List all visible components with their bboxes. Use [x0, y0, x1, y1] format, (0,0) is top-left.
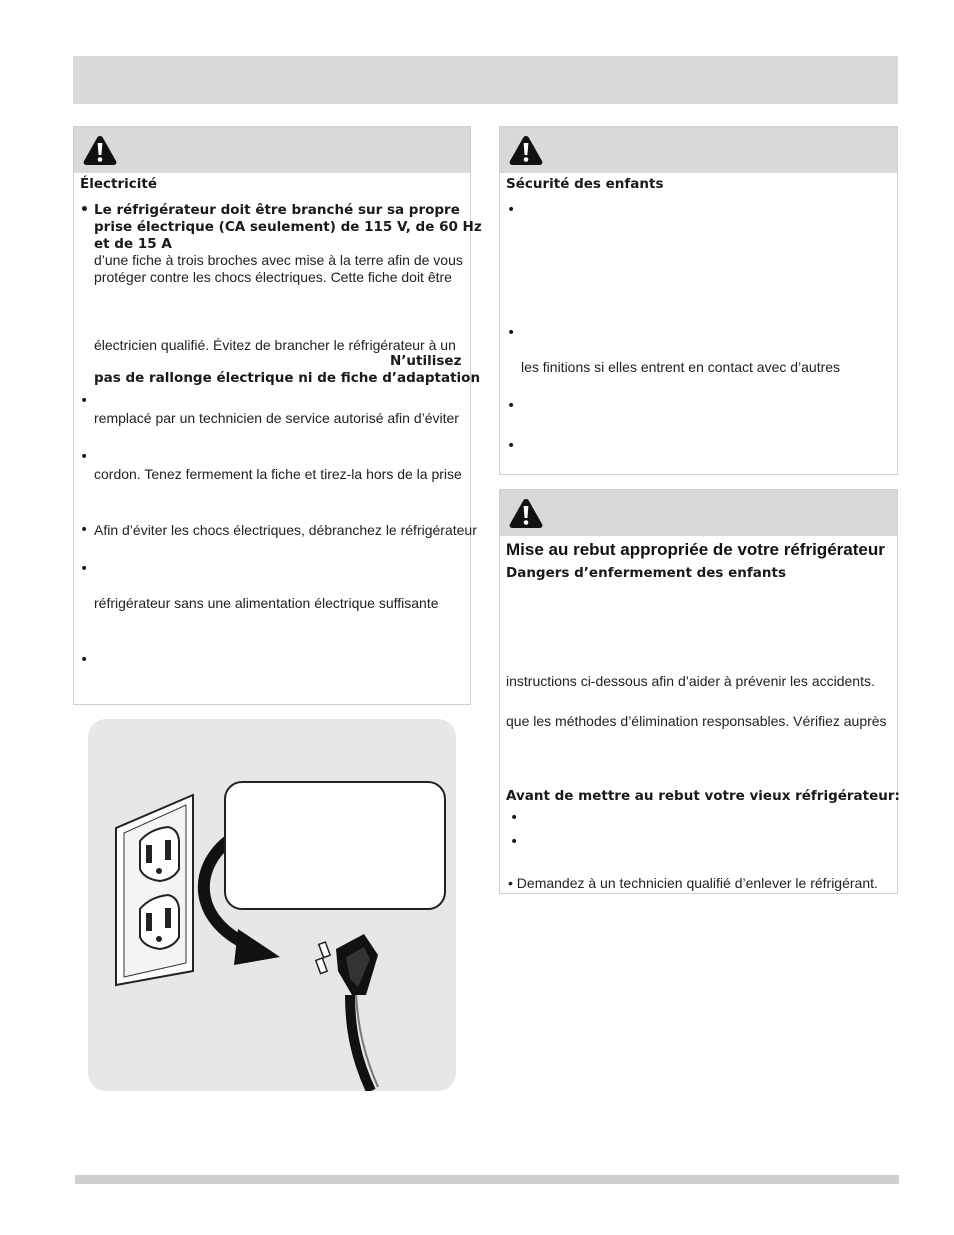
warning-icon [508, 497, 544, 529]
bullet2-text: remplacé par un technicien de service autorisé afin d’éviter [94, 410, 459, 426]
panel-header [74, 127, 470, 173]
bullet1-bold-line: Le réfrigérateur doit être branché sur sa propre [94, 202, 460, 218]
bullet: • [80, 202, 89, 218]
bullet: • [507, 398, 516, 414]
bullet: • [507, 325, 516, 341]
panel-header [500, 127, 897, 173]
disposal-title: Mise au rebut appropriée de votre réfrigérateur [506, 540, 885, 559]
bullet1-text: électricien qualifié. Évitez de brancher le réfrigérateur à un [94, 337, 456, 353]
bullet: • [510, 810, 519, 826]
disposal-subtitle: Dangers d’enfermement des enfants [506, 565, 786, 581]
illustration-callout-box [224, 781, 446, 910]
bullet: • [80, 393, 89, 409]
bullet3-text: cordon. Tenez fermement la fiche et tirez-la hors de la prise [94, 466, 462, 482]
bullet: • [510, 834, 519, 850]
bullet: • [507, 202, 516, 218]
child-safety-text: les finitions si elles entrent en contact avec d’autres [521, 359, 841, 375]
section-title-child-safety: Sécurité des enfants [506, 176, 664, 192]
bullet5-text: réfrigérateur sans une alimentation électrique suffisante [94, 595, 439, 611]
bullet4-text: Afin d’éviter les chocs électriques, débranchez le réfrigérateur [94, 522, 477, 538]
bullet: • [80, 449, 89, 465]
before-disposal-heading: Avant de mettre au rebut votre vieux réfrigérateur: [506, 788, 900, 804]
bullet1-bold-line: et de 15 A [94, 236, 172, 252]
warning-icon [82, 134, 118, 166]
bullet1-text: protéger contre les chocs électriques. Cette fiche doit être [94, 269, 452, 285]
disposal-last-item: • Demandez à un technicien qualifié d’enlever le réfrigérant. [508, 875, 878, 891]
bullet1-bold-tail: N’utilisez [390, 353, 462, 369]
section-title-electricity: Électricité [80, 176, 157, 192]
bullet: • [80, 652, 89, 668]
disposal-text: que les méthodes d’élimination responsables. Vérifiez auprès [506, 713, 887, 729]
disposal-text: instructions ci-dessous afin d’aider à prévenir les accidents. [506, 673, 875, 689]
page-footer-bar [75, 1175, 899, 1184]
page-header-bar [73, 56, 898, 104]
bullet: • [507, 438, 516, 454]
warning-icon [508, 134, 544, 166]
bullet: • [80, 561, 89, 577]
bullet1-text: d’une fiche à trois broches avec mise à la terre afin de vous [94, 252, 463, 268]
bullet: • [80, 522, 89, 538]
bullet1-bold-line: prise électrique (CA seulement) de 115 V, de 60 Hz [94, 219, 482, 235]
panel-header [500, 490, 897, 536]
bullet1-bold-tail: pas de rallonge électrique ni de fiche d’adaptation [94, 370, 481, 386]
